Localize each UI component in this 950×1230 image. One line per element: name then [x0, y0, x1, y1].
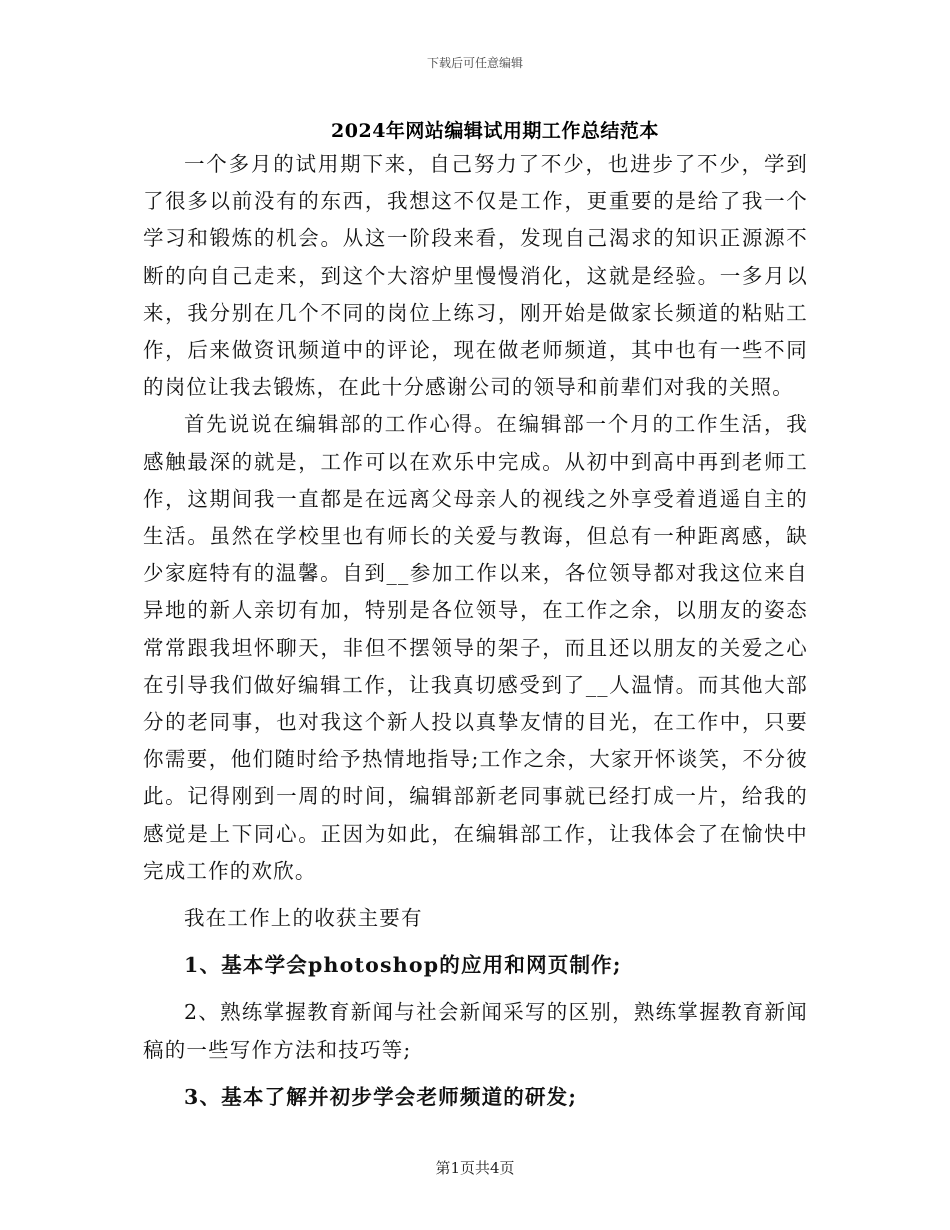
header-note: 下载后可任意编辑 — [426, 56, 523, 70]
list-item-3: 3、基本了解并初步学会老师频道的研发; — [184, 1084, 578, 1109]
list-item-2: 2、熟练掌握教育新闻与社会新闻采写的区别，熟练掌握教育新闻稿的一些写作方法和技巧等; — [143, 1000, 808, 1062]
paragraph-1: 一个多月的试用期下来，自己努力了不少，也进步了不少，学到了很多以前没有的东西，我想这不仅是工作，更重要的是给了我一个学习和锻炼的机会。从这一阶段来看，发现自己渴求的知识正源源不断的向自己走来，到这个大溶炉里慢慢消化，这就是经验。一多月以来，我分别在几个不同的岗位上练习，刚开始是做家长频道的粘贴工作，后来做资讯频道中的评论，现在做老师频道，其中也有一些不同的岗位让我去锻炼，在此十分感谢公司的领导和前辈们对我的关照。 — [143, 152, 808, 400]
paragraph-2: 首先说说在编辑部的工作心得。在编辑部一个月的工作生活，我感触最深的就是，工作可以在欢乐中完成。从初中到高中再到老师工作，这期间我一直都是在远离父母亲人的视线之外享受着逍遥自主的生活。虽然在学校里也有师长的关爱与教诲，但总有一种距离感，缺少家庭特有的温馨。自到__参加工作以来，各位领导都对我这位来自异地的新人亲切有加，特别是各位领导，在工作之余，以朋友的姿态常常跟我坦怀聊天，非但不摆领导的架子，而且还以朋友的关爱之心在引导我们做好编辑工作，让我真切感受到了__人温情。而其他大部分的老同事，也对我这个新人投以真挚友情的目光，在工作中，只要你需要，他们随时给予热情地指导;工作之余，大家开怀谈笑，不分彼此。记得刚到一周的时间，编辑部新老同事就已经打成一片，给我的感觉是上下同心。正因为如此，在编辑部工作，让我体会了在愉快中完成工作的欢欣。 — [143, 412, 808, 883]
document-title: 2024年网站编辑试用期工作总结范本 — [331, 120, 659, 142]
page-number: 第1页共4页 — [435, 1159, 515, 1177]
document-body — [143, 146, 808, 1116]
paragraph-3: 我在工作上的收获主要有 — [184, 906, 423, 931]
list-item-1: 1、基本学会photoshop的应用和网页制作; — [184, 953, 622, 978]
